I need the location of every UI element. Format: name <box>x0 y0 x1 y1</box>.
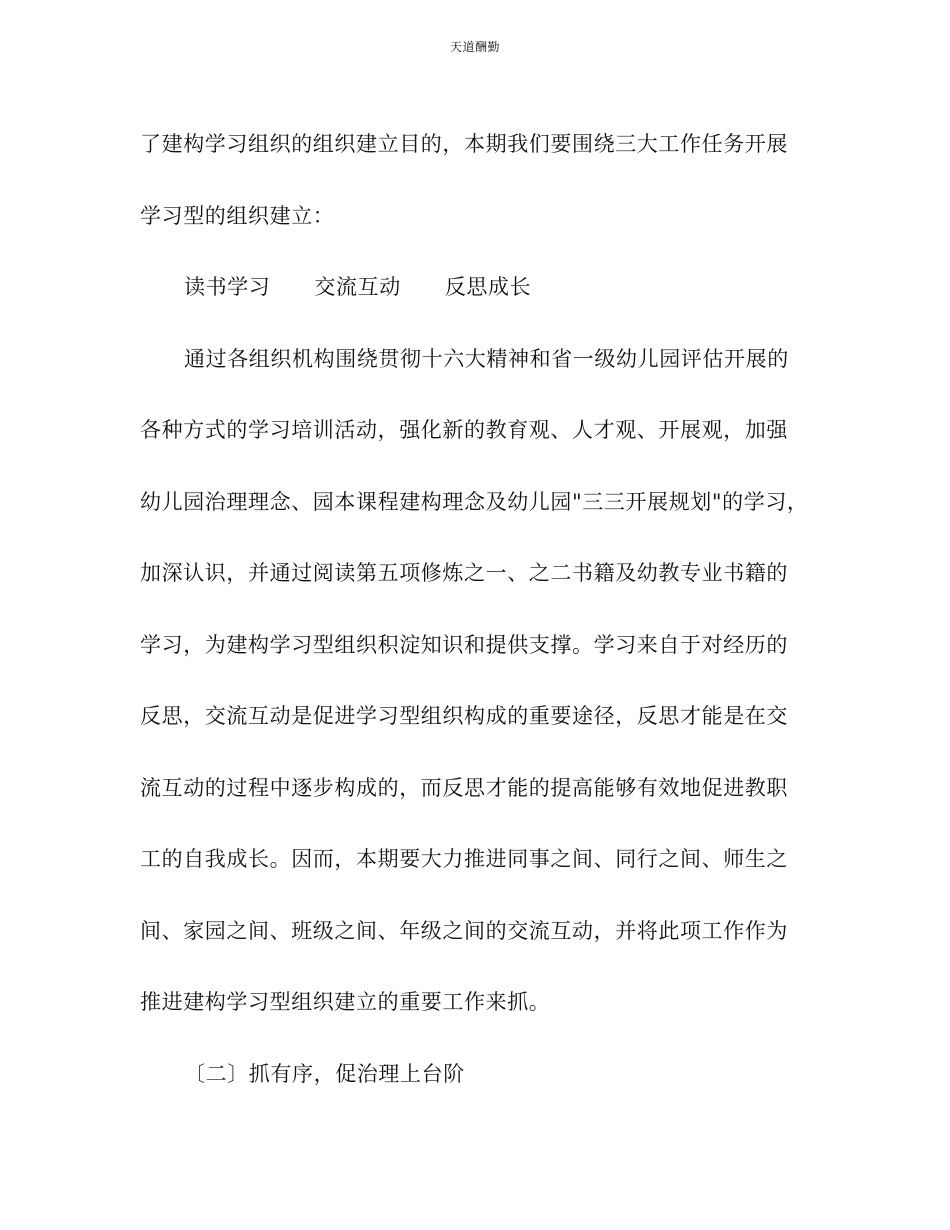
topic-reading: 读书学习 <box>184 275 271 299</box>
paragraph-line: 间、家园之间、班级之间、年级之间的交流互动，并将此项工作作为 <box>140 918 788 943</box>
paragraph-line: 各种方式的学习培训活动，强化新的教育观、人才观、开展观，加强 <box>140 418 788 442</box>
topic-exchange: 交流互动 <box>314 275 401 299</box>
paragraph-line: 推进建构学习型组织建立的重要工作来抓。 <box>140 990 551 1014</box>
topic-reflection: 反思成长 <box>444 275 532 299</box>
text-line: 学习型的组织建立： <box>140 203 335 228</box>
paragraph-line: 工的自我成长。因而，本期要大力推进同事之间、同行之间、师生之 <box>140 847 788 871</box>
document-body <box>140 118 820 1119</box>
paragraph-line: 加深认识，并通过阅读第五项修炼之一、之二书籍及幼教专业书籍的 <box>140 561 788 585</box>
text-line: 了建构学习组织的组织建立目的，本期我们要围绕三大工作任务开展 <box>140 132 788 156</box>
paragraph-line: 学习，为建构学习型组织积淀知识和提供支撑。学习来自于对经历的 <box>140 632 788 657</box>
page-header: 天道酬勤 <box>449 40 500 54</box>
paragraph-line: 反思，交流互动是促进学习型组织构成的重要途径，反思才能是在交 <box>140 704 788 728</box>
paragraph-line: 流互动的过程中逐步构成的，而反思才能的提高能够有效地促进教职 <box>140 775 788 800</box>
topic-list <box>140 261 820 333</box>
section-heading: 〔二〕抓有序，促治理上台阶 <box>184 1061 465 1086</box>
paragraph-line: 通过各组织机构围绕贯彻十六大精神和省一级幼儿园评估开展的 <box>184 346 789 371</box>
paragraph-line: 幼儿园治理理念、园本课程建构理念及幼儿园"三三开展规划"的学习， <box>140 489 809 514</box>
